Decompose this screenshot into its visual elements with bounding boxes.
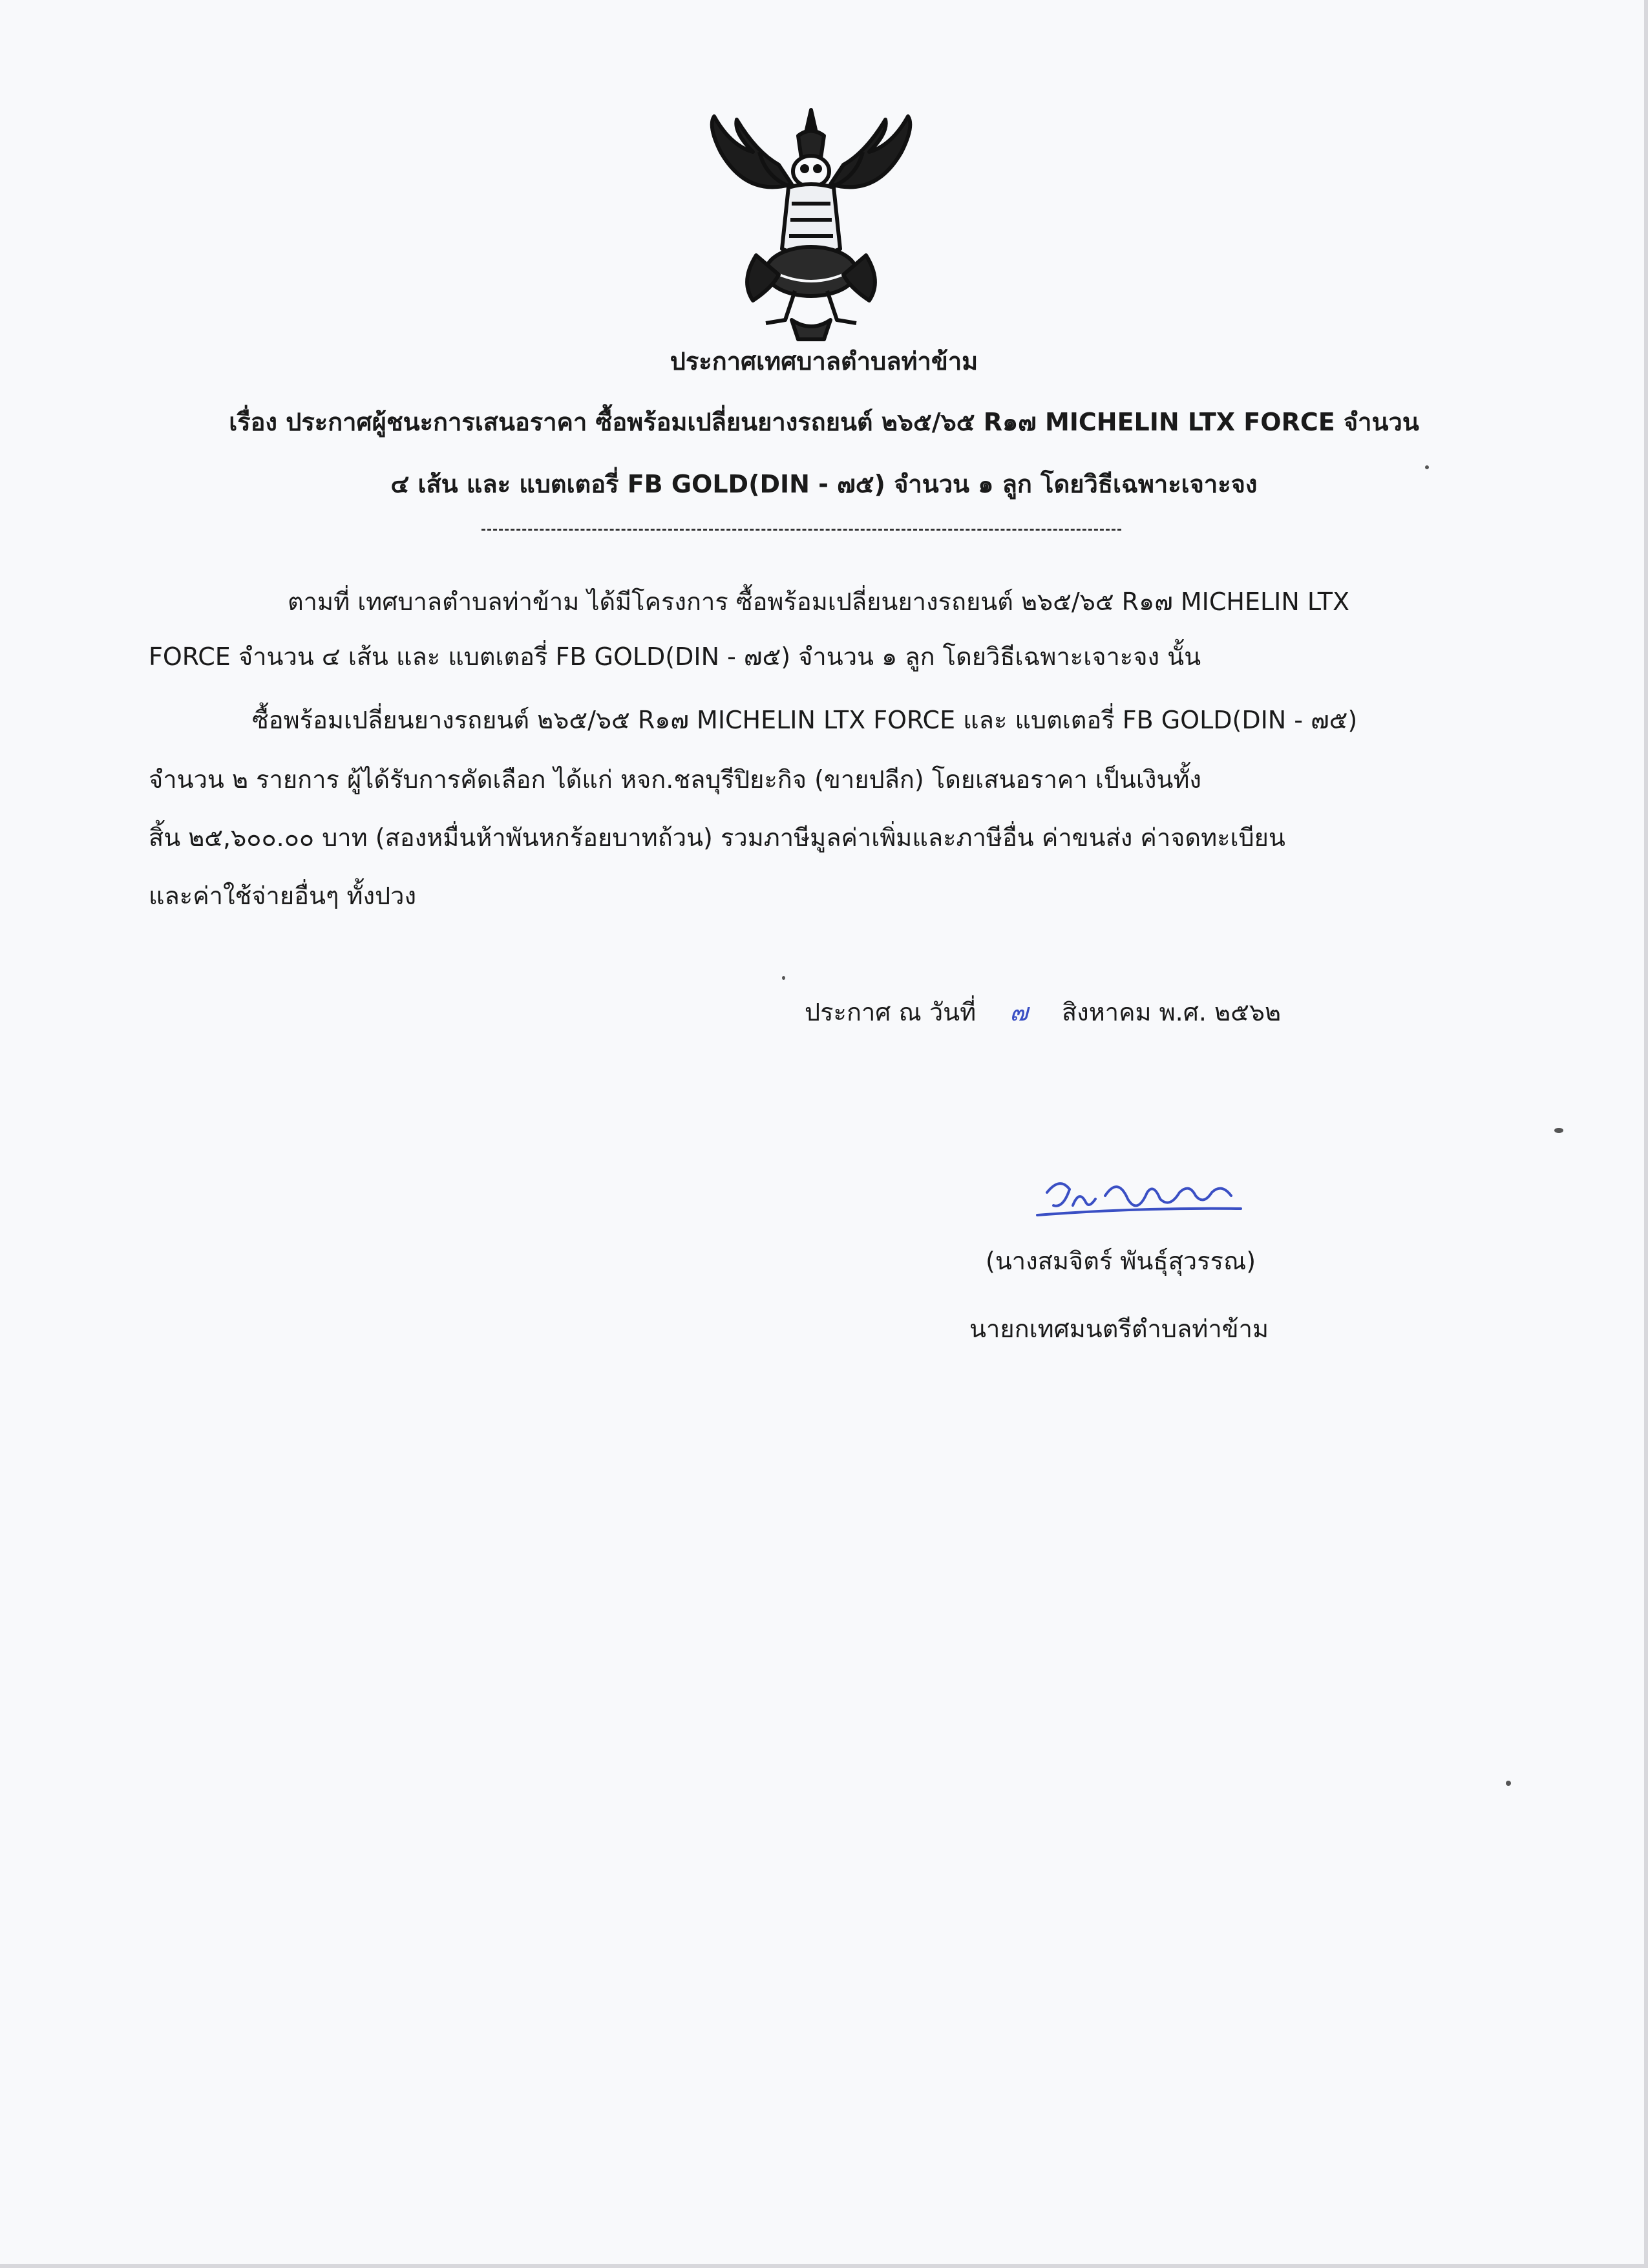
date-month-year: สิงหาคม พ.ศ. ๒๕๖๒ <box>1061 998 1282 1026</box>
signature-icon <box>1034 1170 1247 1228</box>
paragraph-2-line-4: และค่าใช้จ่ายอื่นๆ ทั้งปวง <box>149 882 417 910</box>
signer-name: (นางสมจิตร์ พันธุ์สุวรรณ) <box>986 1247 1256 1275</box>
garuda-emblem-icon <box>695 107 927 346</box>
date-prefix: ประกาศ ณ วันที่ <box>805 998 977 1026</box>
paragraph-2-line-2: จำนวน ๒ รายการ ผู้ได้รับการคัดเลือก ได้แก่ หจก.ชลบุรีปิยะกิจ (ขายปลีก) โดยเสนอราคา เป็นเงินทั้ง <box>149 765 1201 794</box>
subject-line-2: ๔ เส้น และ แบตเตอรี่ FB GOLD(DIN - ๗๕) จำนวน ๑ ลูก โดยวิธีเฉพาะเจาะจง <box>390 470 1258 498</box>
announcement-title: ประกาศเทศบาลตำบลท่าข้าม <box>670 347 978 376</box>
scan-speck <box>1506 1781 1511 1786</box>
scan-speck <box>782 976 785 980</box>
announcement-date <box>805 992 1281 1032</box>
paragraph-1-line-1: ตามที่ เทศบาลตำบลท่าข้าม ได้มีโครงการ ซื้อพร้อมเปลี่ยนยางรถยนต์ ๒๖๕/๖๕ R๑๗ MICHELIN LTX <box>288 588 1350 616</box>
paragraph-2-line-1: ซื้อพร้อมเปลี่ยนยางรถยนต์ ๒๖๕/๖๕ R๑๗ MICHELIN LTX FORCE และ แบตเตอรี่ FB GOLD(DIN - ๗๕) <box>252 706 1358 734</box>
handwritten-day: ๗ <box>1009 998 1028 1026</box>
divider <box>481 529 1121 531</box>
scan-speck <box>1554 1128 1563 1133</box>
signer-title: นายกเทศมนตรีตำบลท่าข้าม <box>969 1315 1269 1343</box>
paragraph-2-line-3: สิ้น ๒๕,๖๐๐.๐๐ บาท (สองหมื่นห้าพันหกร้อยบาทถ้วน) รวมภาษีมูลค่าเพิ่มและภาษีอื่น ค่าขนส่ง ค่าจดทะเบียน <box>149 823 1285 852</box>
scan-speck <box>1425 465 1429 469</box>
subject-line-1: เรื่อง ประกาศผู้ชนะการเสนอราคา ซื้อพร้อมเปลี่ยนยางรถยนต์ ๒๖๕/๖๕ R๑๗ MICHELIN LTX FORCE จำนวน <box>229 408 1419 436</box>
paragraph-1-line-2: FORCE จำนวน ๔ เส้น และ แบตเตอรี่ FB GOLD(DIN - ๗๕) จำนวน ๑ ลูก โดยวิธีเฉพาะเจาะจง นั้น <box>149 642 1201 671</box>
